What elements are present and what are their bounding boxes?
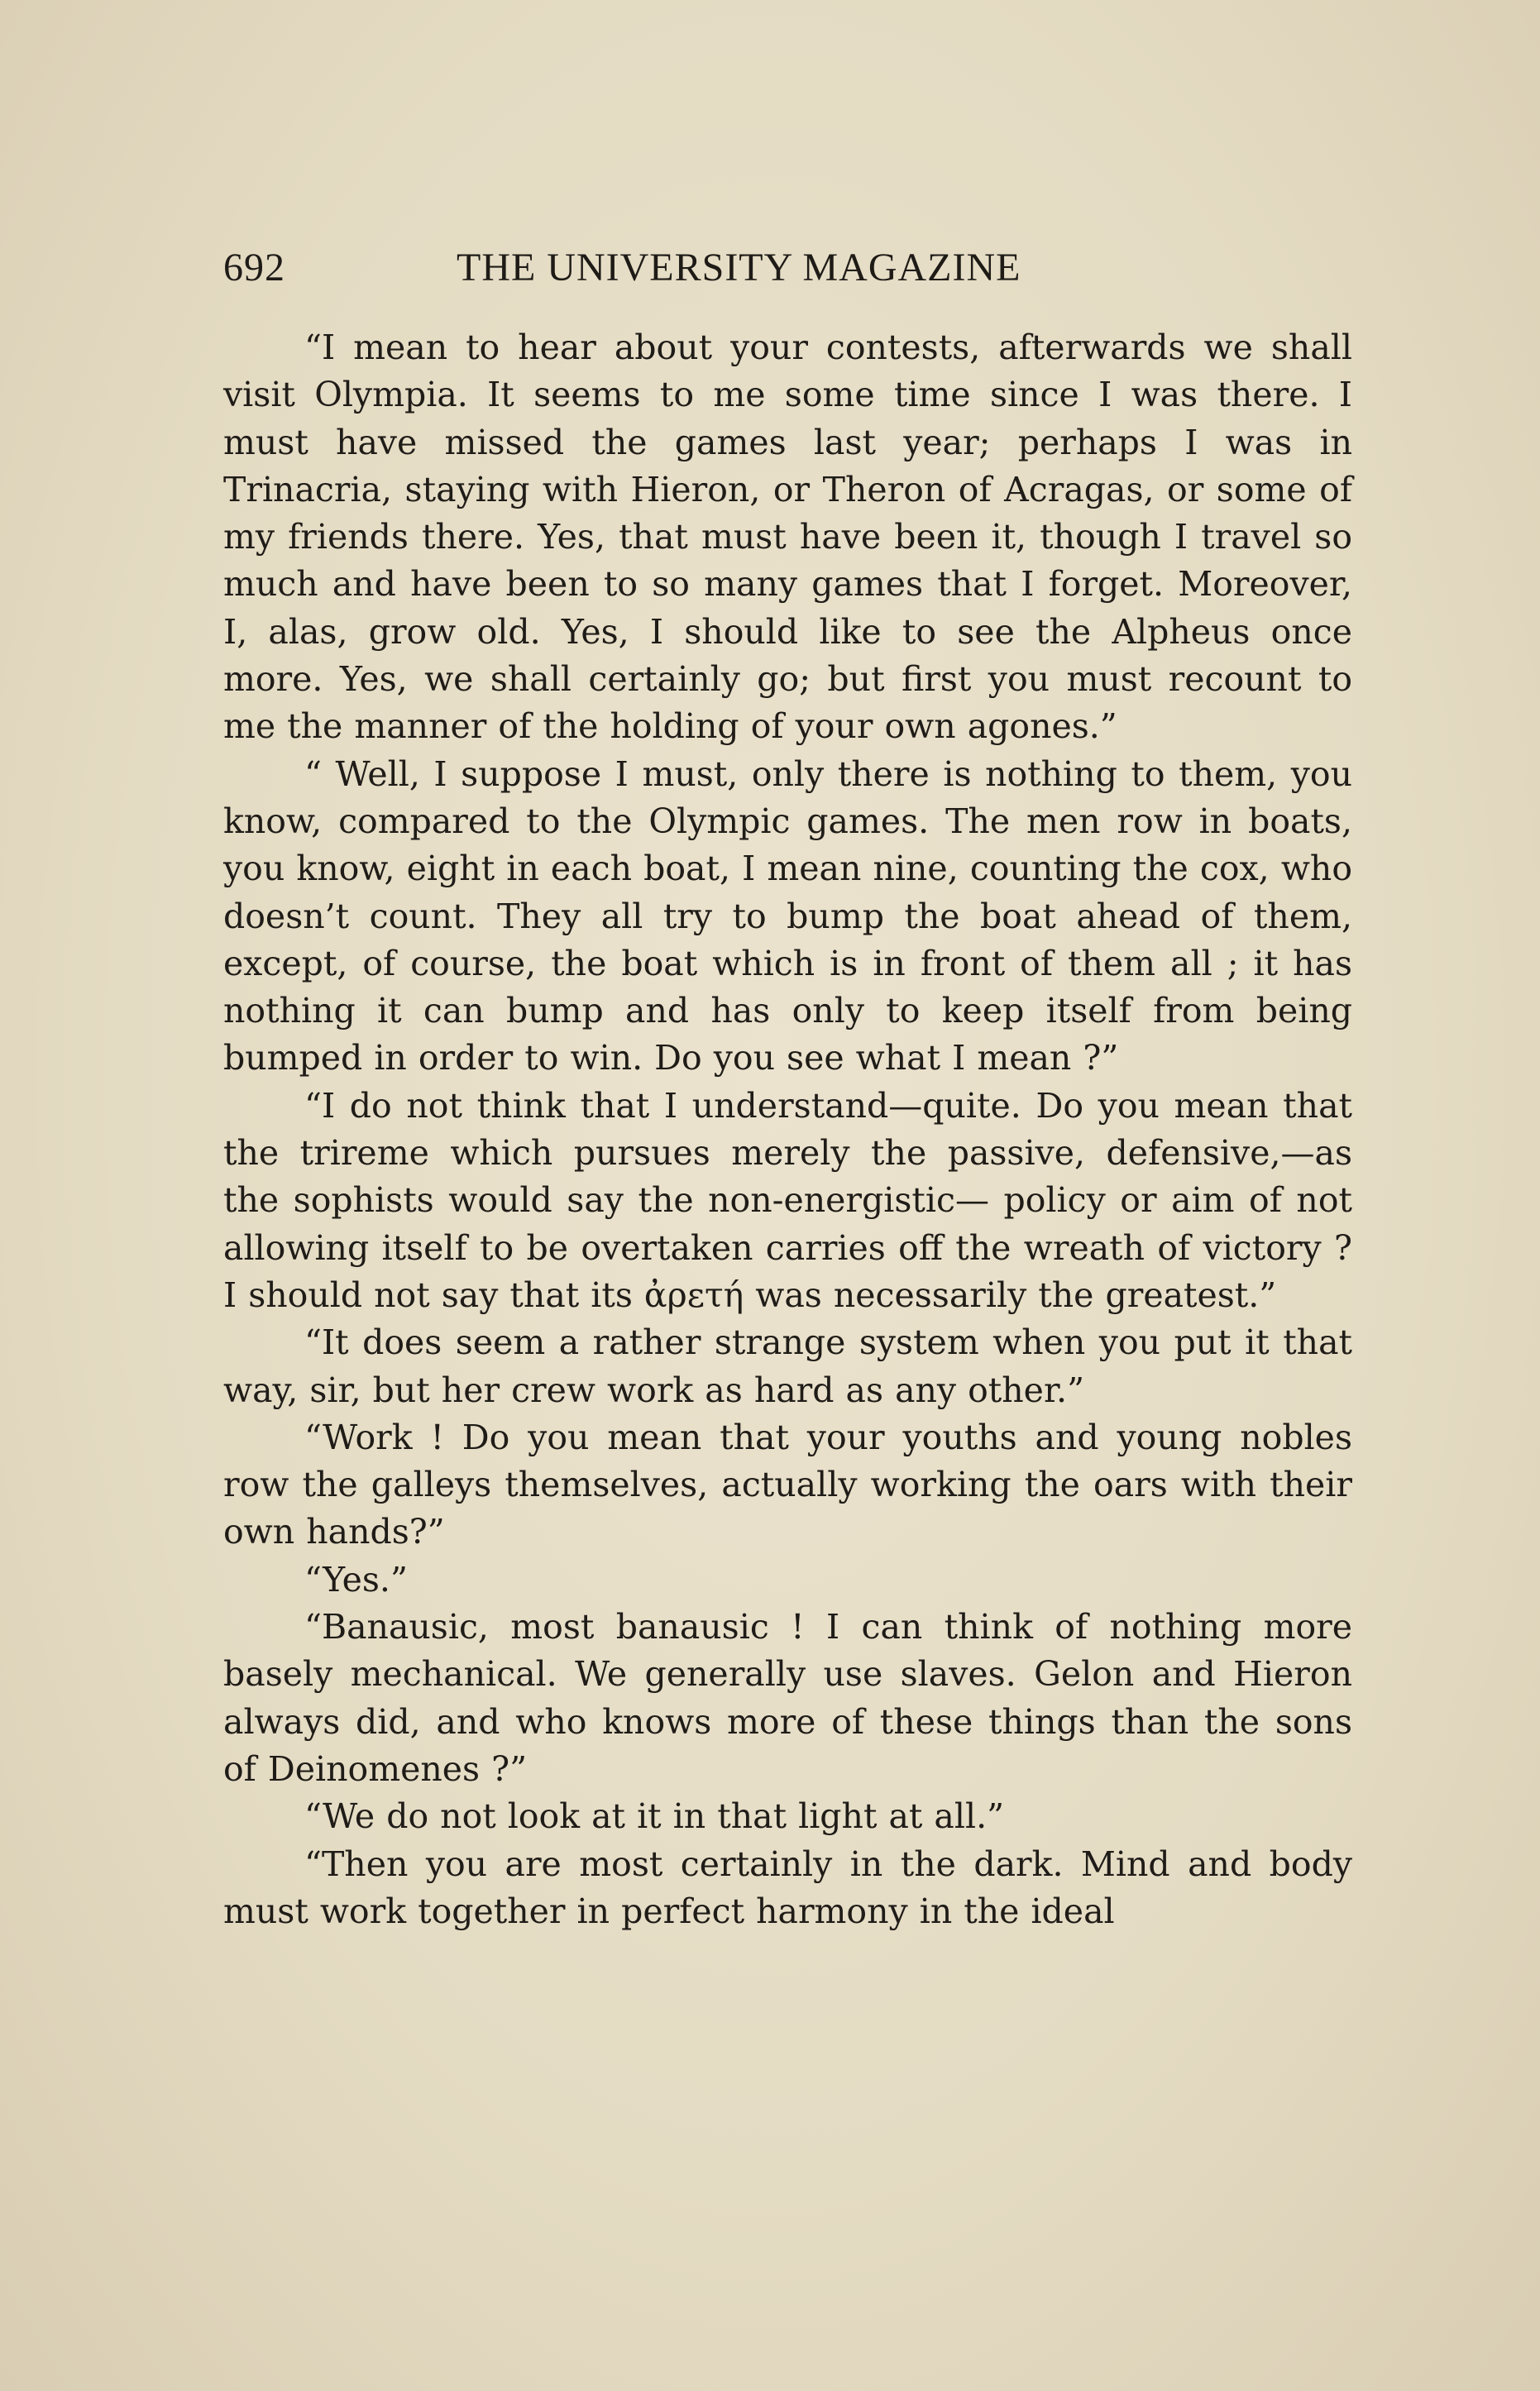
paragraph: “Yes.” (304, 1559, 408, 1600)
paragraph: “I mean to hear about your contests, afterwards we shall visit Olympia. It seems to me some time since I was there. I must have missed the games last year; perhaps I was in Trinacria, staying with Hieron, or Theron of Acragas, or some of my friends there. Yes, that must have been it, though I travel so much and have been to so many games that I forget. Moreover, I, alas, grow old. Yes, I should like to see the Alpheus once more. Yes, we shall certainly go; but first you must recount to me the manner of the holding of your own agones.” (223, 328, 1352, 747)
paragraph: “Work ! Do you mean that your youths and young nobles row the galleys themselves, actually working the oars with their own hands?” (223, 1417, 1352, 1552)
paragraph: “ Well, I suppose I must, only there is nothing to them, you know, compared to the Olympic games. The men row in boats, you know, eight in each boat, I mean nine, counting the cox, who doesn’t count. They all try to bump the boat ahead of them, except, of course, the boat which is in front of them all ; it has nothing it can bump and has only to keep itself from being bumped in order to win. Do you see what I mean ?” (223, 753, 1352, 1078)
paragraph: “I do not think that I understand—quite. Do you mean that the trireme which pursues merely the passive, defensive,—as the sophists would say the non-energistic— policy or aim of not allowing itself to be overtaken carries off the wreath of victory ? I should not say that its ἀρετή was necessarily the greatest.” (223, 1085, 1352, 1315)
paragraph: “Then you are most certainly in the dark. Mind and body must work together in perfect harmony in the ideal (223, 1843, 1352, 1931)
body-text (223, 324, 1352, 1935)
running-head: THE UNIVERSITY MAGAZINE (457, 246, 1021, 289)
paragraph: “Banausic, most banausic ! I can think of nothing more basely mechanical. We generally use slaves. Gelon and Hieron always did, and who knows more of these things than the sons of Deinomenes ?” (223, 1607, 1352, 1789)
page-header (223, 245, 1365, 294)
paragraph: “We do not look at it in that light at all.” (304, 1796, 1005, 1837)
page-number: 692 (223, 246, 285, 289)
paragraph: “It does seem a rather strange system when you put it that way, sir, but her crew work as hard as any other.” (223, 1322, 1352, 1410)
